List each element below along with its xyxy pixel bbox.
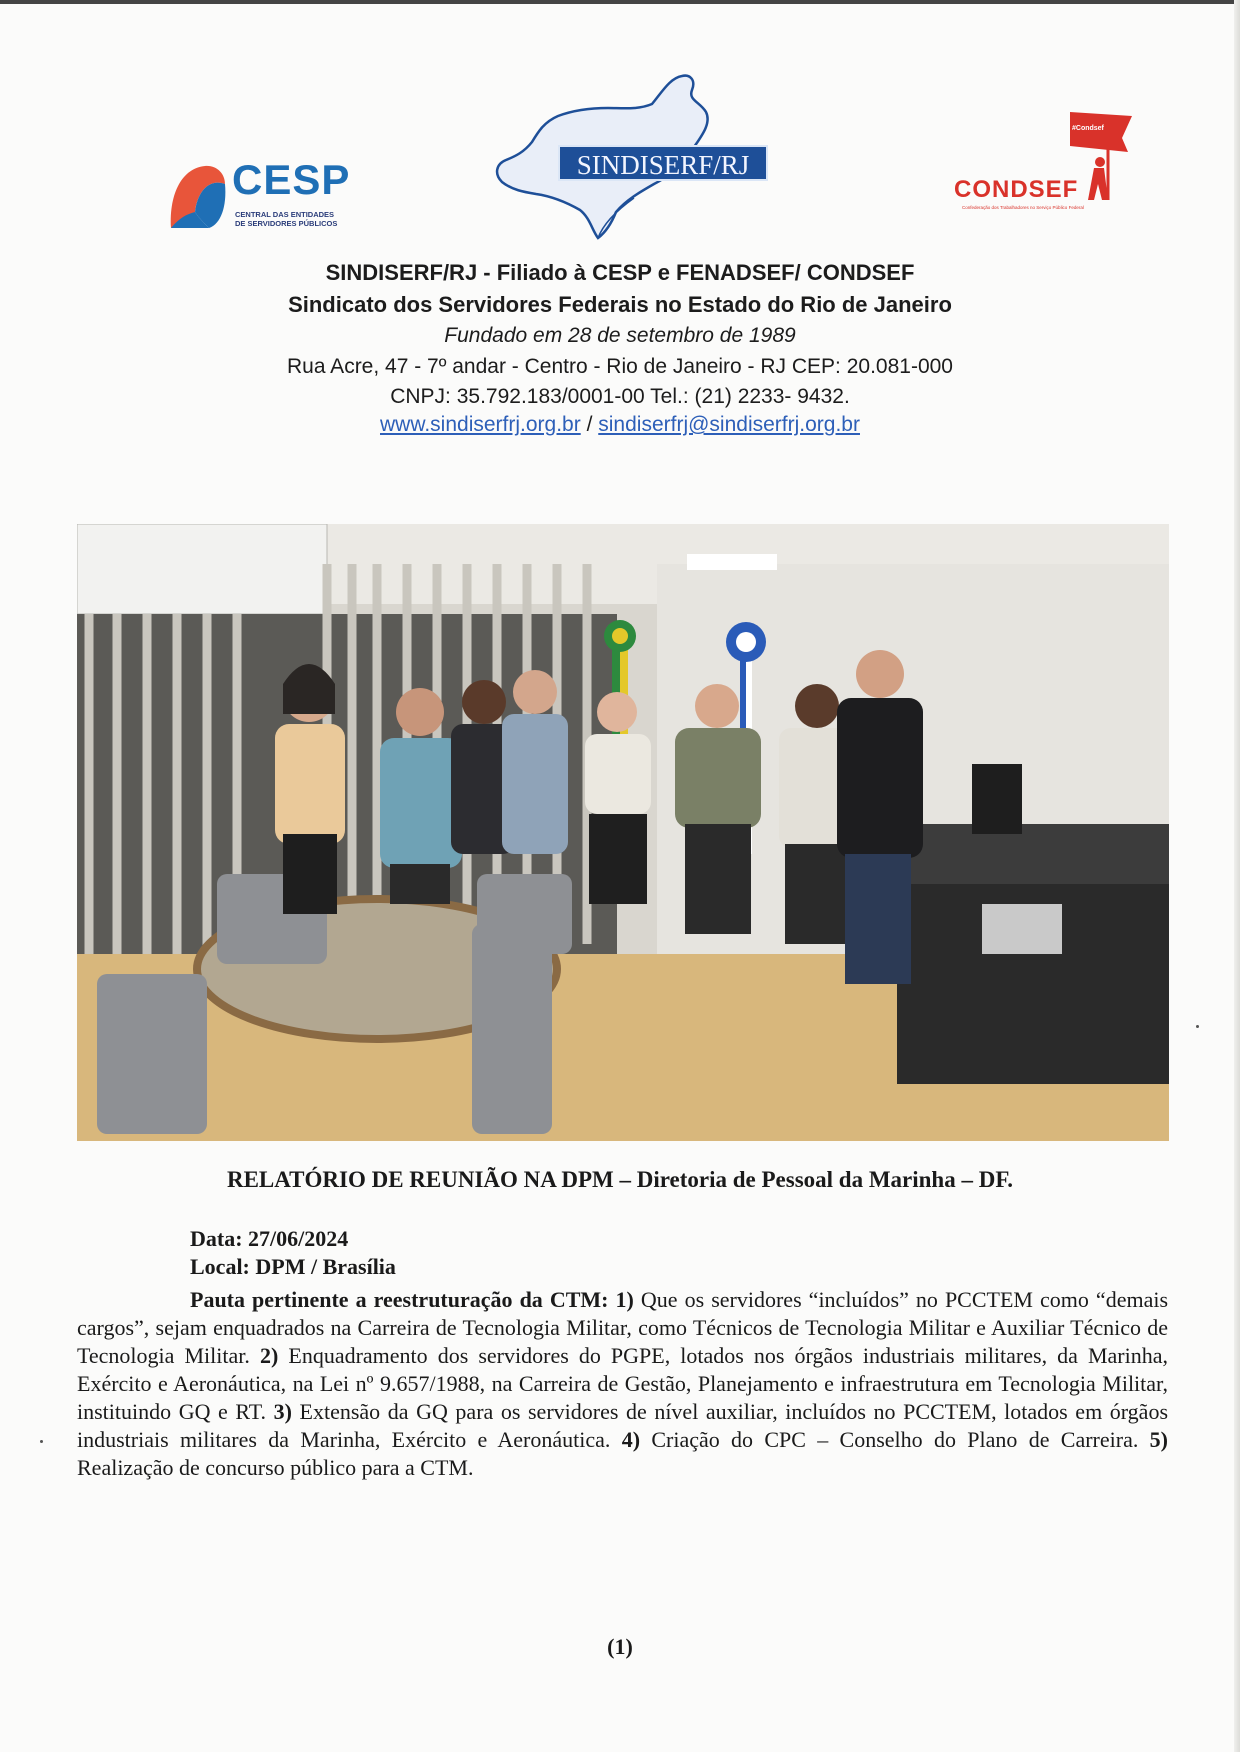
agenda-item-3-text: Extensão da GQ para os servidores de nível auxiliar, incluídos no PCCTEM, lotados em órgãos industriais militares da Marinha, Exército e Aeronáutica. bbox=[77, 1399, 1169, 1452]
report-location: Local: DPM / Brasília bbox=[190, 1254, 396, 1279]
condsef-flag-text: #Condsef bbox=[1072, 125, 1104, 132]
agenda-item-4-number: 4) bbox=[621, 1427, 641, 1452]
condsef-wordmark: CONDSEF bbox=[954, 176, 1079, 203]
cesp-emblem-icon bbox=[165, 162, 227, 230]
scan-speck bbox=[1196, 1025, 1199, 1028]
agenda-item-5-text: Realização de concurso público para a CTM. bbox=[77, 1455, 474, 1480]
header-affiliation: SINDISERF/RJ - Filiado à CESP e FENADSEF/ CONDSEF bbox=[325, 260, 915, 285]
cesp-wordmark: CESP bbox=[232, 156, 351, 203]
agenda-item-4-text: Criação do CPC – Conselho do Plano de Carreira. bbox=[651, 1427, 1139, 1452]
condsef-subtitle: Confederação dos Trabalhadores no Serviço Público Federal bbox=[962, 205, 1084, 210]
sindiserf-wordmark: SINDISERF/RJ bbox=[558, 145, 768, 181]
report-title: RELATÓRIO DE REUNIÃO NA DPM – Diretoria de Pessoal da Marinha – DF. bbox=[226, 1167, 1014, 1192]
agenda-item-2-text: Enquadramento dos servidores do PGPE, lotados nos órgãos industriais militares, da Marinha, Exército e Aeronáutica, na Lei nº 9.657/1988, na Carreira de Gestão, Planejamento e infraestrutura em Tecnologia Militar, instituindo GQ e RT. bbox=[77, 1343, 1169, 1424]
agenda-label: Pauta pertinente a reestruturação da CTM: bbox=[190, 1287, 609, 1312]
header-address: Rua Acre, 47 - 7º andar - Centro - Rio de Janeiro - RJ CEP: 20.081-000 bbox=[286, 355, 953, 378]
cesp-subtitle bbox=[235, 210, 365, 228]
header-union-name: Sindicato dos Servidores Federais no Estado do Rio de Janeiro bbox=[288, 292, 952, 317]
header-cnpj-phone: CNPJ: 35.792.183/0001-00 Tel.: (21) 2233- 9432. bbox=[390, 385, 850, 408]
website-link[interactable]: www.sindiserfrj.org.br bbox=[380, 413, 581, 436]
condsef-logo bbox=[932, 108, 1132, 218]
meeting-photo bbox=[77, 524, 1169, 1141]
header-contacts bbox=[0, 413, 1240, 437]
contacts-separator: / bbox=[580, 413, 599, 436]
report-agenda bbox=[77, 1286, 1168, 1482]
agenda-item-1-number: 1) bbox=[615, 1287, 634, 1312]
page-number: (1) bbox=[607, 1634, 633, 1659]
cesp-subtitle-line2: DE SERVIDORES PÚBLICOS bbox=[235, 219, 338, 228]
cesp-logo bbox=[165, 156, 365, 240]
agenda-item-1-text: Que os servidores “incluídos” no PCCTEM como “demais cargos”, sejam enquadrados na Carreira de Tecnologia Militar, como Técnicos de Tecnologia Militar e Auxiliar Técnico de Tecnologia Militar. bbox=[77, 1287, 1169, 1368]
agenda-item-5-number: 5) bbox=[1149, 1427, 1168, 1452]
sindiserf-logo bbox=[494, 72, 794, 242]
group-photo-image bbox=[77, 524, 1169, 1141]
scan-top-edge bbox=[0, 0, 1240, 4]
email-link[interactable]: sindiserfrj@sindiserfrj.org.br bbox=[598, 413, 860, 436]
agenda-item-2-number: 2) bbox=[259, 1343, 279, 1368]
report-date: Data: 27/06/2024 bbox=[190, 1226, 349, 1251]
header-founded: Fundado em 28 de setembro de 1989 bbox=[444, 324, 796, 347]
cesp-subtitle-line1: CENTRAL DAS ENTIDADES bbox=[235, 210, 335, 219]
scan-speck bbox=[40, 1440, 43, 1443]
agenda-item-3-number: 3) bbox=[273, 1399, 292, 1424]
